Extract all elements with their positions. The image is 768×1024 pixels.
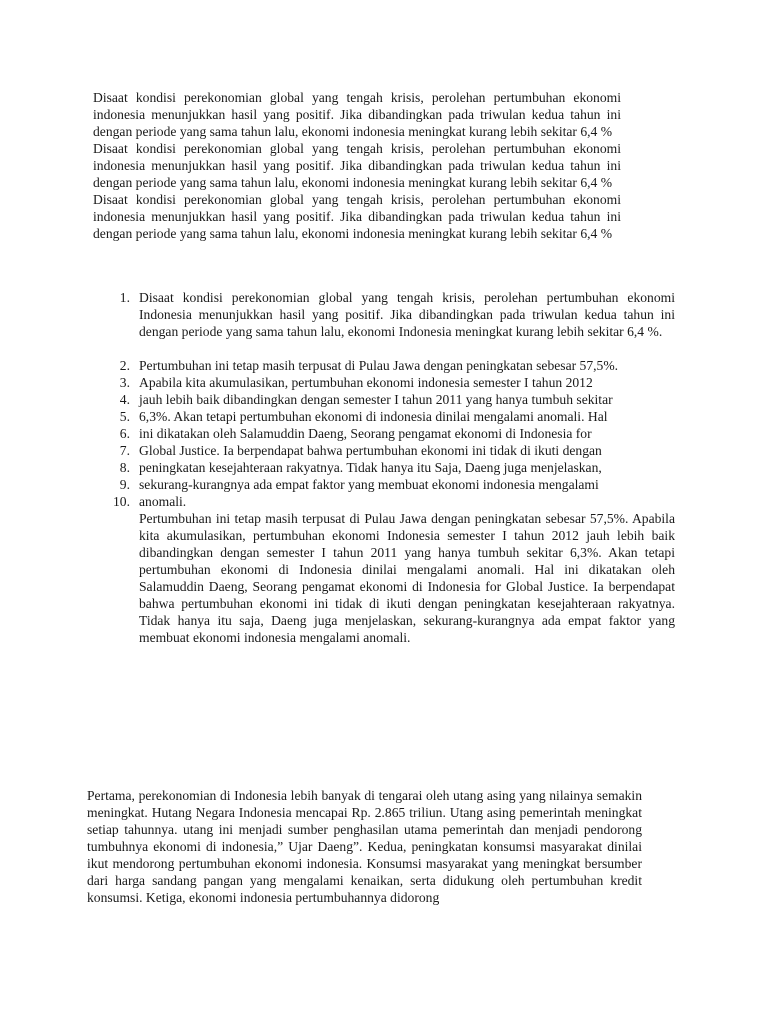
list-item-text: Global Justice. Ia berpendapat bahwa pertumbuhan ekonomi ini tidak di ikuti dengan	[139, 443, 602, 458]
list-item-text: peningkatan kesejahteraan rakyatnya. Tidak hanya itu Saja, Daeng juga menjelaskan,	[139, 460, 602, 475]
list-spacer	[100, 340, 675, 357]
list-item-number: 10.	[113, 494, 130, 509]
list-item	[100, 289, 675, 340]
list-item	[100, 493, 675, 510]
list-item-text: ini dikatakan oleh Salamuddin Daeng, Seorang pengamat ekonomi di Indonesia for	[139, 426, 592, 441]
list-item-number: 1.	[119, 290, 130, 305]
list-item	[100, 442, 675, 459]
list-item-number: 7.	[119, 443, 130, 458]
list-item-text: sekurang-kurangnya ada empat faktor yang membuat ekonomi indonesia mengalami	[139, 477, 599, 492]
body-paragraph: Pertama, perekonomian di Indonesia lebih banyak di tengarai oleh utang asing yang nilainya semakin meningkat. Hutang Negara Indonesia mencapai Rp. 2.865 triliun. Utang asing pemerintah meningkat setiap tahunnya. utang ini menjadi sumber penghasilan utama pemerintah dan menjadi pendorong tumbuhnya ekonomi di indonesia,” Ujar Daeng”. Kedua, peningkatan konsumsi masyarakat dinilai ikut mendorong pertumbuhan ekonomi indonesia. Konsumsi masyarakat yang meningkat bersumber dari harga sandang pangan yang mengalami kenaikan, serta didukung oleh pertumbuhan kredit konsumsi. Ketiga, ekonomi indonesia pertumbuhannya didorong	[87, 788, 642, 905]
list-item-number: 9.	[119, 477, 130, 492]
list-item-number: 2.	[119, 358, 130, 373]
list-item-text: anomali.	[139, 494, 187, 509]
list-item-number: 3.	[119, 375, 130, 390]
list-item	[100, 374, 675, 391]
list-item	[100, 357, 675, 374]
list-item	[100, 459, 675, 476]
intro-paragraph: Disaat kondisi perekonomian global yang tengah krisis, perolehan pertumbuhan ekonomi indonesia menunjukkan hasil yang positif. Jika dibandingkan pada triwulan kedua tahun ini dengan periode yang sama tahun lalu, ekonomi indonesia meningkat kurang lebih sekitar 6,4 %	[93, 192, 621, 241]
intro-section	[93, 89, 621, 242]
list-item-text: 6,3%. Akan tetapi pertumbuhan ekonomi di indonesia dinilai mengalami anomali. Hal	[139, 409, 608, 424]
list-item-text: Pertumbuhan ini tetap masih terpusat di Pulau Jawa dengan peningkatan sebesar 57,5%.	[139, 358, 619, 373]
list-item	[100, 425, 675, 442]
intro-paragraph: Disaat kondisi perekonomian global yang tengah krisis, perolehan pertumbuhan ekonomi indonesia menunjukkan hasil yang positif. Jika dibandingkan pada triwulan kedua tahun ini dengan periode yang sama tahun lalu, ekonomi indonesia meningkat kurang lebih sekitar 6,4 %	[93, 141, 621, 190]
list-item-text: jauh lebih baik dibandingkan dengan semester I tahun 2011 yang hanya tumbuh sekitar	[139, 392, 613, 407]
list-item-number: 8.	[119, 460, 130, 475]
list-item-number: 4.	[119, 392, 130, 407]
list-item	[100, 476, 675, 493]
list-item	[100, 408, 675, 425]
list-item	[100, 391, 675, 408]
numbered-list	[100, 289, 675, 646]
list-item-text: Disaat kondisi perekonomian global yang tengah krisis, perolehan pertumbuhan ekonomi Indonesia menunjukkan hasil yang positif. Jika dibandingkan pada triwulan kedua tahun ini dengan periode yang sama tahun lalu, ekonomi Indonesia meningkat kurang lebih sekitar 6,4 %.	[139, 290, 675, 339]
list-item-number: 6.	[119, 426, 130, 441]
list-item-number: 5.	[119, 409, 130, 424]
list-item-text: Apabila kita akumulasikan, pertumbuhan ekonomi indonesia semester I tahun 2012	[139, 375, 593, 390]
intro-paragraph: Disaat kondisi perekonomian global yang tengah krisis, perolehan pertumbuhan ekonomi indonesia menunjukkan hasil yang positif. Jika dibandingkan pada triwulan kedua tahun ini dengan periode yang sama tahun lalu, ekonomi indonesia meningkat kurang lebih sekitar 6,4 %	[93, 90, 621, 139]
list-continuation-paragraph: Pertumbuhan ini tetap masih terpusat di Pulau Jawa dengan peningkatan sebesar 57,5%. Apabila kita akumulasikan, pertumbuhan ekonomi Indonesia semester I tahun 2012 jauh lebih baik dibandingkan dengan semester I tahun 2011 yang hanya tumbuh sekitar 6,3%. Akan tetapi pertumbuhan ekonomi di Indonesia dinilai mengalami anomali. Hal ini dikatakan oleh Salamuddin Daeng, Seorang pengamat ekonomi di Indonesia for Global Justice. Ia berpendapat bahwa pertumbuhan ekonomi ini tidak di ikuti dengan peningkatan kesejahteraan rakyatnya. Tidak hanya itu saja, Daeng juga menjelaskan, sekurang-kurangnya ada empat faktor yang membuat ekonomi indonesia mengalami anomali.	[139, 511, 675, 645]
